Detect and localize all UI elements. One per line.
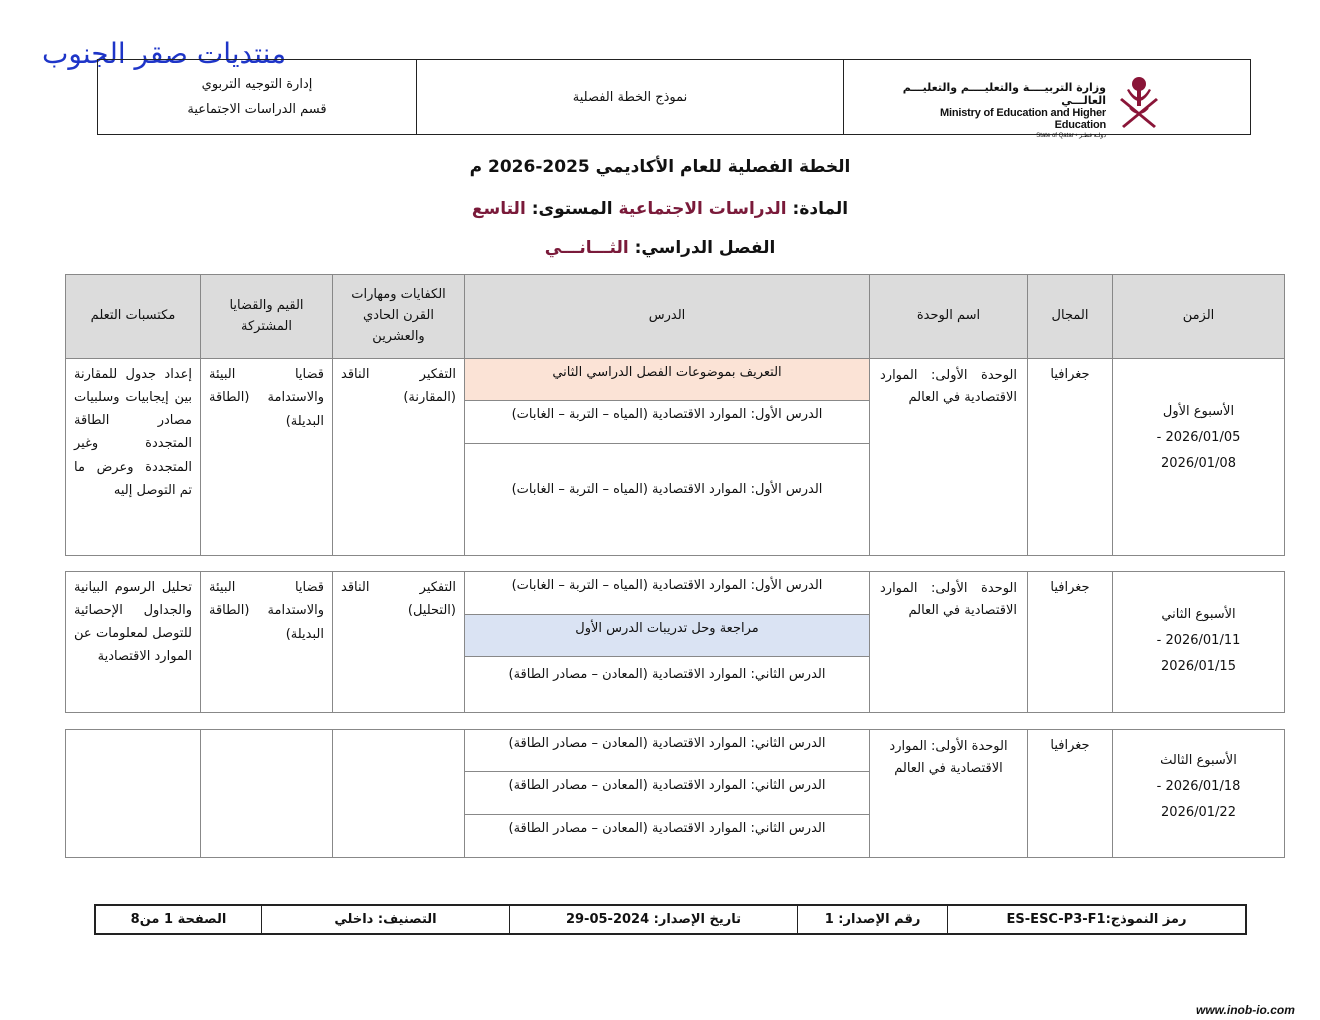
plan-table-week-2 bbox=[65, 571, 1285, 713]
week-time: الأسبوع الأول 2026/01/05 - 2026/01/08 bbox=[1113, 359, 1285, 556]
col-field: المجال bbox=[1028, 275, 1113, 359]
week-field: جغرافيا bbox=[1028, 572, 1113, 713]
col-unit: اسم الوحدة bbox=[870, 275, 1028, 359]
col-values: القيم والقضايا المشتركة bbox=[201, 275, 333, 359]
ministry-logo-text bbox=[896, 81, 1106, 139]
lesson-item: الدرس الأول: الموارد الاقتصادية (المياه – التربة – الغابات) bbox=[511, 482, 823, 497]
document-header bbox=[97, 59, 1251, 139]
ministry-name-ar: وزارة التربيــــة والتعليــــم والتعليـــم العالـــي bbox=[902, 81, 1106, 107]
plan-table-week-3 bbox=[65, 729, 1285, 858]
ministry-logo-cell bbox=[843, 60, 1250, 139]
lesson-item: الدرس الأول: الموارد الاقتصادية (المياه – التربة – الغابات) bbox=[465, 401, 869, 444]
week-values: قضايا البيئة والاستدامة (الطاقة البديلة) bbox=[201, 359, 333, 556]
lesson-item: الدرس الثاني: الموارد الاقتصادية (المعادن – مصادر الطاقة) bbox=[465, 730, 869, 772]
lesson-item: الدرس الثاني: الموارد الاقتصادية (المعادن – مصادر الطاقة) bbox=[508, 821, 826, 836]
week-outcomes bbox=[66, 730, 201, 858]
week-outcomes: إعداد جدول للمقارنة بين إيجابيات وسلبيات مصادر الطاقة المتجددة وغير المتجددة وعرض ما تم التوصل إليه bbox=[66, 359, 201, 556]
week-skills bbox=[333, 730, 465, 858]
form-name: نموذج الخطة الفصلية bbox=[416, 60, 843, 134]
ministry-logo bbox=[896, 68, 1164, 139]
level-value: التاسع bbox=[471, 199, 526, 219]
department-line-1: إدارة التوجيه التربوي bbox=[201, 77, 313, 92]
col-time: الزمن bbox=[1113, 275, 1285, 359]
week-time: الأسبوع الثاني 2026/01/11 - 2026/01/15 bbox=[1113, 572, 1285, 713]
week-values bbox=[201, 730, 333, 858]
week-skills: التفكير الناقد (المقارنة) bbox=[333, 359, 465, 556]
version-number: رقم الإصدار: 1 bbox=[797, 906, 947, 933]
lesson-item: الدرس الثاني: الموارد الاقتصادية (المعادن – مصادر الطاقة) bbox=[465, 772, 869, 815]
lesson-item: التعريف بموضوعات الفصل الدراسي الثاني bbox=[465, 359, 869, 401]
page-number: الصفحة 1 من8 bbox=[130, 912, 227, 927]
watermark: منتديات صقر الجنوب bbox=[42, 37, 287, 70]
week-time: الأسبوع الثالث 2026/01/18 - 2026/01/22 bbox=[1113, 730, 1285, 858]
term-line bbox=[0, 238, 1320, 258]
subject-line bbox=[0, 199, 1320, 219]
ministry-name-en: Ministry of Education and Higher Education bbox=[940, 107, 1106, 131]
week-outcomes: تحليل الرسوم البيانية والجداول الإحصائية للتوصل لمعلومات عن الموارد الاقتصادية bbox=[66, 572, 201, 713]
table-header-row bbox=[66, 275, 1285, 359]
plan-title: الخطة الفصلية للعام الأكاديمي 2025-2026 م bbox=[469, 157, 851, 177]
term-value: الثـــانـــي bbox=[544, 238, 629, 258]
site-url: www.inob-io.com bbox=[1196, 1003, 1295, 1017]
week-unit: الوحدة الأولى: الموارد الاقتصادية في العالم bbox=[870, 359, 1028, 556]
subject-label: المادة: bbox=[792, 199, 849, 219]
week-field: جغرافيا bbox=[1028, 359, 1113, 556]
plan-table-week-1 bbox=[65, 274, 1285, 556]
qatar-emblem-icon bbox=[1114, 68, 1164, 128]
level-label: المستوى: bbox=[531, 199, 613, 219]
col-outcomes: مكتسبات التعلم bbox=[66, 275, 201, 359]
lesson-item: الدرس الثاني: الموارد الاقتصادية (المعادن – مصادر الطاقة) bbox=[508, 667, 826, 682]
issue-date: تاريخ الإصدار: 2024-05-29 bbox=[509, 906, 797, 933]
document-footer bbox=[94, 904, 1247, 935]
department-cell bbox=[98, 60, 416, 134]
classification: التصنيف: داخلي bbox=[261, 906, 509, 933]
lesson-item: الدرس الأول: الموارد الاقتصادية (المياه – التربة – الغابات) bbox=[465, 572, 869, 615]
week-values: قضايا البيئة والاستدامة (الطاقة البديلة) bbox=[201, 572, 333, 713]
term-label: الفصل الدراسي: bbox=[634, 238, 776, 258]
week-unit: الوحدة الأولى: الموارد الاقتصادية في العالم bbox=[870, 730, 1028, 858]
subject-value: الدراسات الاجتماعية bbox=[618, 199, 787, 219]
week-lessons bbox=[465, 572, 870, 713]
state-of-qatar: State of Qatar • دولـة قطـر bbox=[1036, 133, 1106, 139]
week-skills: التفكير الناقد (التحليل) bbox=[333, 572, 465, 713]
col-skills: الكفايات ومهارات القرن الحادي والعشرين bbox=[333, 275, 465, 359]
lesson-item: مراجعة وحل تدريبات الدرس الأول bbox=[465, 615, 869, 657]
week-lessons bbox=[465, 730, 870, 858]
week-field: جغرافيا bbox=[1028, 730, 1113, 858]
form-code: رمز النموذج:ES-ESC-P3-F1 bbox=[947, 906, 1245, 933]
week-unit: الوحدة الأولى: الموارد الاقتصادية في العالم bbox=[870, 572, 1028, 713]
table-row bbox=[66, 572, 1285, 713]
table-row bbox=[66, 730, 1285, 858]
col-lesson: الدرس bbox=[465, 275, 870, 359]
table-row bbox=[66, 359, 1285, 556]
department-line-2: قسم الدراسات الاجتماعية bbox=[187, 102, 327, 117]
week-lessons bbox=[465, 359, 870, 556]
